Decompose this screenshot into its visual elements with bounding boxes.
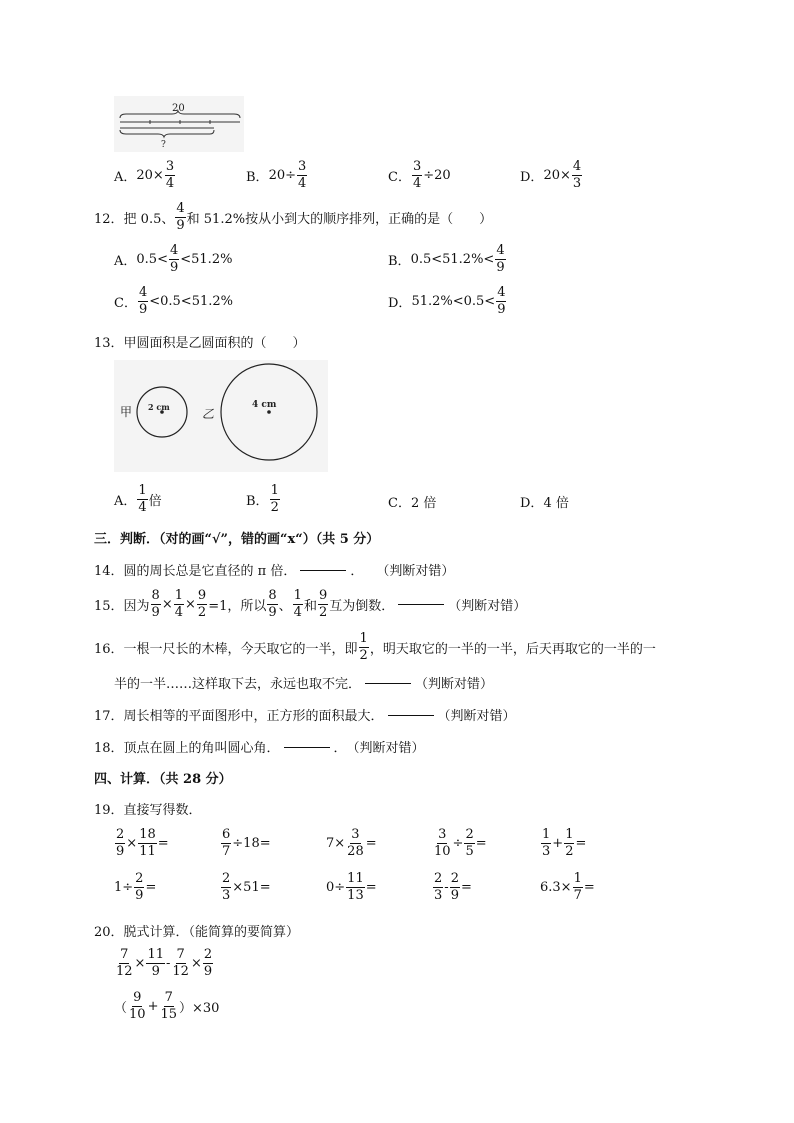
fraction: $\frac{3}{4}$ <box>165 159 175 191</box>
q19-expr: 7× $\frac{3}{28}$ = <box>326 827 377 859</box>
q19-expr: 1÷ $\frac{2}{9}$ = <box>114 871 157 903</box>
q12-option-c[interactable]: C． $\frac{4}{9}$ <0.5<51.2% <box>114 285 233 317</box>
q11-option-d[interactable]: D． 20× $\frac{4}{3}$ <box>520 159 582 191</box>
fraction: $\frac{9}{2}$ <box>197 588 207 620</box>
answer-blank[interactable] <box>365 682 411 684</box>
fraction: $\frac{1}{4}$ <box>174 588 184 620</box>
fraction: $\frac{9}{2}$ <box>318 588 328 620</box>
q11-option-b[interactable]: B． 20÷ $\frac{3}{4}$ <box>246 159 307 191</box>
q19-expr: $\frac{1}{3}$ + $\frac{1}{2}$ = <box>542 827 587 859</box>
answer-blank[interactable] <box>300 569 346 571</box>
q11-option-c[interactable]: C． $\frac{3}{4}$ ÷20 <box>388 159 451 191</box>
fraction: $\frac{4}{9}$ <box>496 243 505 275</box>
bar-diagram <box>114 96 244 152</box>
circles-figure <box>114 360 328 472</box>
circle-b-label: 乙 <box>202 407 215 421</box>
q19-expr: $\frac{2}{9}$ × $\frac{18}{11}$ = <box>116 827 169 859</box>
q14: 14．圆的周长总是它直径的 π 倍． ． （判断对错） <box>94 564 455 579</box>
fraction: $\frac{4}{3}$ <box>572 159 582 191</box>
q11-option-a[interactable]: A． 20× $\frac{3}{4}$ <box>114 159 175 191</box>
diagram-top-label: 20 <box>172 103 185 114</box>
q19-expr: $\frac{2}{3}$ ×51= <box>222 871 271 903</box>
q17: 17．周长相等的平面图形中，正方形的面积最大． （判断对错） <box>94 709 516 724</box>
q13-option-b[interactable]: B． $\frac{1}{2}$ <box>246 483 279 515</box>
q13-option-d[interactable]: D． 4 倍 <box>520 496 569 511</box>
q16-line-2: 半的一半……这样取下去，永远也取不完． （判断对错） <box>114 677 494 692</box>
fraction: $\frac{3}{4}$ <box>412 159 422 191</box>
answer-blank[interactable] <box>284 746 330 748</box>
bar-diagram-svg <box>114 96 244 152</box>
q20-title: 20．脱式计算．（能简算的要简算） <box>94 925 300 940</box>
q16-line-1: 16．一根一尺长的木棒，今天取它的一半，即 $\frac{1}{2}$ ，明天取它的一半的一半，后天再取它的一半的一 <box>94 631 656 663</box>
q13-option-a[interactable]: A． $\frac{1}{4}$ 倍 <box>114 483 162 515</box>
fraction: $\frac{8}{9}$ <box>268 588 277 620</box>
fraction: $\frac{3}{4}$ <box>298 159 307 191</box>
fraction: $\frac{8}{9}$ <box>151 588 160 620</box>
circle-b-dim: 4 cm <box>252 400 277 410</box>
fraction: $\frac{4}{9}$ <box>169 243 179 275</box>
q20-expr-2: （ $\frac{9}{10}$ + $\frac{7}{15}$ ）×30 <box>114 990 220 1022</box>
q19-expr: 6.3× $\frac{1}{7}$ = <box>540 871 595 903</box>
q15: 15．因为 $\frac{8}{9}$ × $\frac{1}{4}$ × $\frac{9}{2}$ =1，所以 $\frac{8}{9}$ 、 $\frac{1}{4}$ 和 $\frac{9}{2}$ 互为倒数． （判断对错） <box>94 588 527 620</box>
q12-option-a[interactable]: A． 0.5< $\frac{4}{9}$ <51.2% <box>114 243 233 275</box>
fraction: $\frac{4}{9}$ <box>138 285 148 317</box>
fraction: $\frac{1}{2}$ <box>359 631 368 663</box>
fraction: $\frac{4}{9}$ <box>497 285 506 317</box>
q20-expr-1: $\frac{7}{12}$ × $\frac{11}{9}$ - $\frac{7}{12}$ × $\frac{2}{9}$ <box>116 947 213 979</box>
answer-blank[interactable] <box>388 714 434 716</box>
q19-expr: $\frac{6}{7}$ ÷18= <box>222 827 271 859</box>
fraction: $\frac{1}{4}$ <box>138 483 147 515</box>
q19-expr: $\frac{3}{10}$ ÷ $\frac{2}{5}$ = <box>434 827 487 859</box>
q13-option-c[interactable]: C． 2 倍 <box>388 496 437 511</box>
q12-option-b[interactable]: B． 0.5<51.2%< $\frac{4}{9}$ <box>388 243 505 275</box>
q13-question: 13．甲圆面积是乙圆面积的（ ） <box>94 336 306 351</box>
fraction: $\frac{1}{4}$ <box>293 588 302 620</box>
circle-a-label: 甲 <box>120 405 133 419</box>
section-3-title: 三．判断．（对的画“√”，错的画“x“）（共 5 分） <box>94 532 380 547</box>
fraction: $\frac{1}{2}$ <box>270 483 279 515</box>
answer-blank[interactable] <box>398 603 444 605</box>
q19-expr: $\frac{2}{3}$ - $\frac{2}{9}$ = <box>434 871 472 903</box>
q19-expr: 0÷ $\frac{11}{13}$ = <box>326 871 377 903</box>
section-4-title: 四、计算．（共 28 分） <box>94 772 232 787</box>
fraction: $\frac{4}{9}$ <box>176 201 185 233</box>
diagram-bottom-label: ? <box>161 140 166 150</box>
q19-title: 19．直接写得数． <box>94 803 202 818</box>
q12-question: 12．把 0.5、 $\frac{4}{9}$ 和 51.2%按从小到大的顺序排列，正确的是（ ） <box>94 201 493 233</box>
circles-svg <box>114 360 328 472</box>
q12-option-d[interactable]: D． 51.2%<0.5< $\frac{4}{9}$ <box>388 285 506 317</box>
q18: 18．顶点在圆上的角叫圆心角． ． （判断对错） <box>94 741 425 756</box>
circle-a-dim: 2 cm <box>148 402 170 412</box>
